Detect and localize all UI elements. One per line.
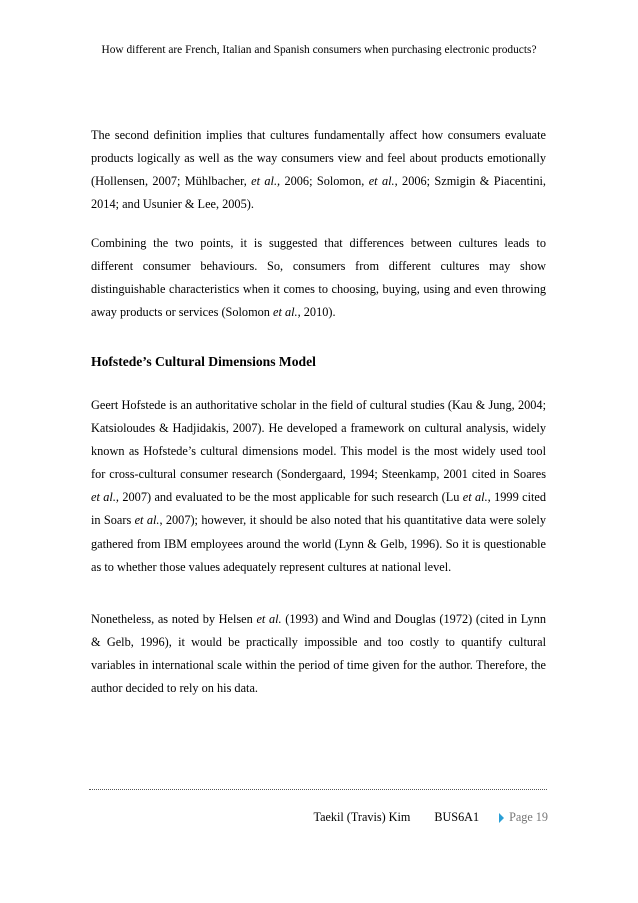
section-heading [91, 354, 546, 370]
running-header: How different are French, Italian and Spanish consumers when purchasing electronic products? [101, 44, 537, 56]
page-footer [313, 810, 548, 825]
footer-page-number: Page 19 [509, 810, 548, 824]
body-text [91, 394, 546, 579]
paragraph-nonetheless: Nonetheless, as noted by Helsen et al. (1993) and Wind and Douglas (1972) (cited in Lynn & Gelb, 1996), it would be practically impossible and too costly to quantify cultural variables in international scale within the period of time given for the author. Therefore, the author decided to rely on his data. [91, 612, 546, 696]
body-text [91, 232, 546, 324]
footer-divider [89, 789, 547, 790]
paragraph-cultural-definition: The second definition implies that cultures fundamentally affect how consumers evaluate products logically as well as the way consumers view and feel about products emotionally (Hollensen, 2007; Mühlbacher, et al., 2006; Solomon, et al., 2006; Szmigin & Piacentini, 2014; and Usunier & Lee, 2005). [91, 128, 546, 212]
paragraph-hofstede: Geert Hofstede is an authoritative scholar in the field of cultural studies (Kau & Jung, 2004; Katsioloudes & Hadjidakis, 2007). He developed a framework on cultural analysis, widely known as Hofstede’s cultural dimensions model. This model is the most widely used tool for cross-cultural consumer research (Sondergaard, 1994; Steenkamp, 2001 cited in Soares et al., 2007) and evaluated to be the most applicable for such research (Lu et al., 1999 cited in Soars et al., 2007); however, it should be also noted that his quantitative data were solely gathered from IBM employees around the world (Lynn & Gelb, 1996). So it is questionable as to whether those values adequately represent cultures at national level. [91, 398, 547, 574]
footer-author: Taekil (Travis) Kim [313, 810, 411, 824]
page-arrow-icon [499, 813, 504, 823]
body-text [91, 608, 546, 700]
footer-course: BUS6A1 [434, 810, 480, 824]
body-text [91, 124, 546, 216]
paragraph-consumer-behaviour: Combining the two points, it is suggested that differences between cultures leads to different consumer behaviours. So, consumers from different cultures may show distinguishable characteristics when it comes to choosing, buying, using and even throwing away products or services (Solomon et al., 2010). [91, 236, 546, 320]
heading-hofstede: Hofstede’s Cultural Dimensions Model [91, 354, 316, 369]
